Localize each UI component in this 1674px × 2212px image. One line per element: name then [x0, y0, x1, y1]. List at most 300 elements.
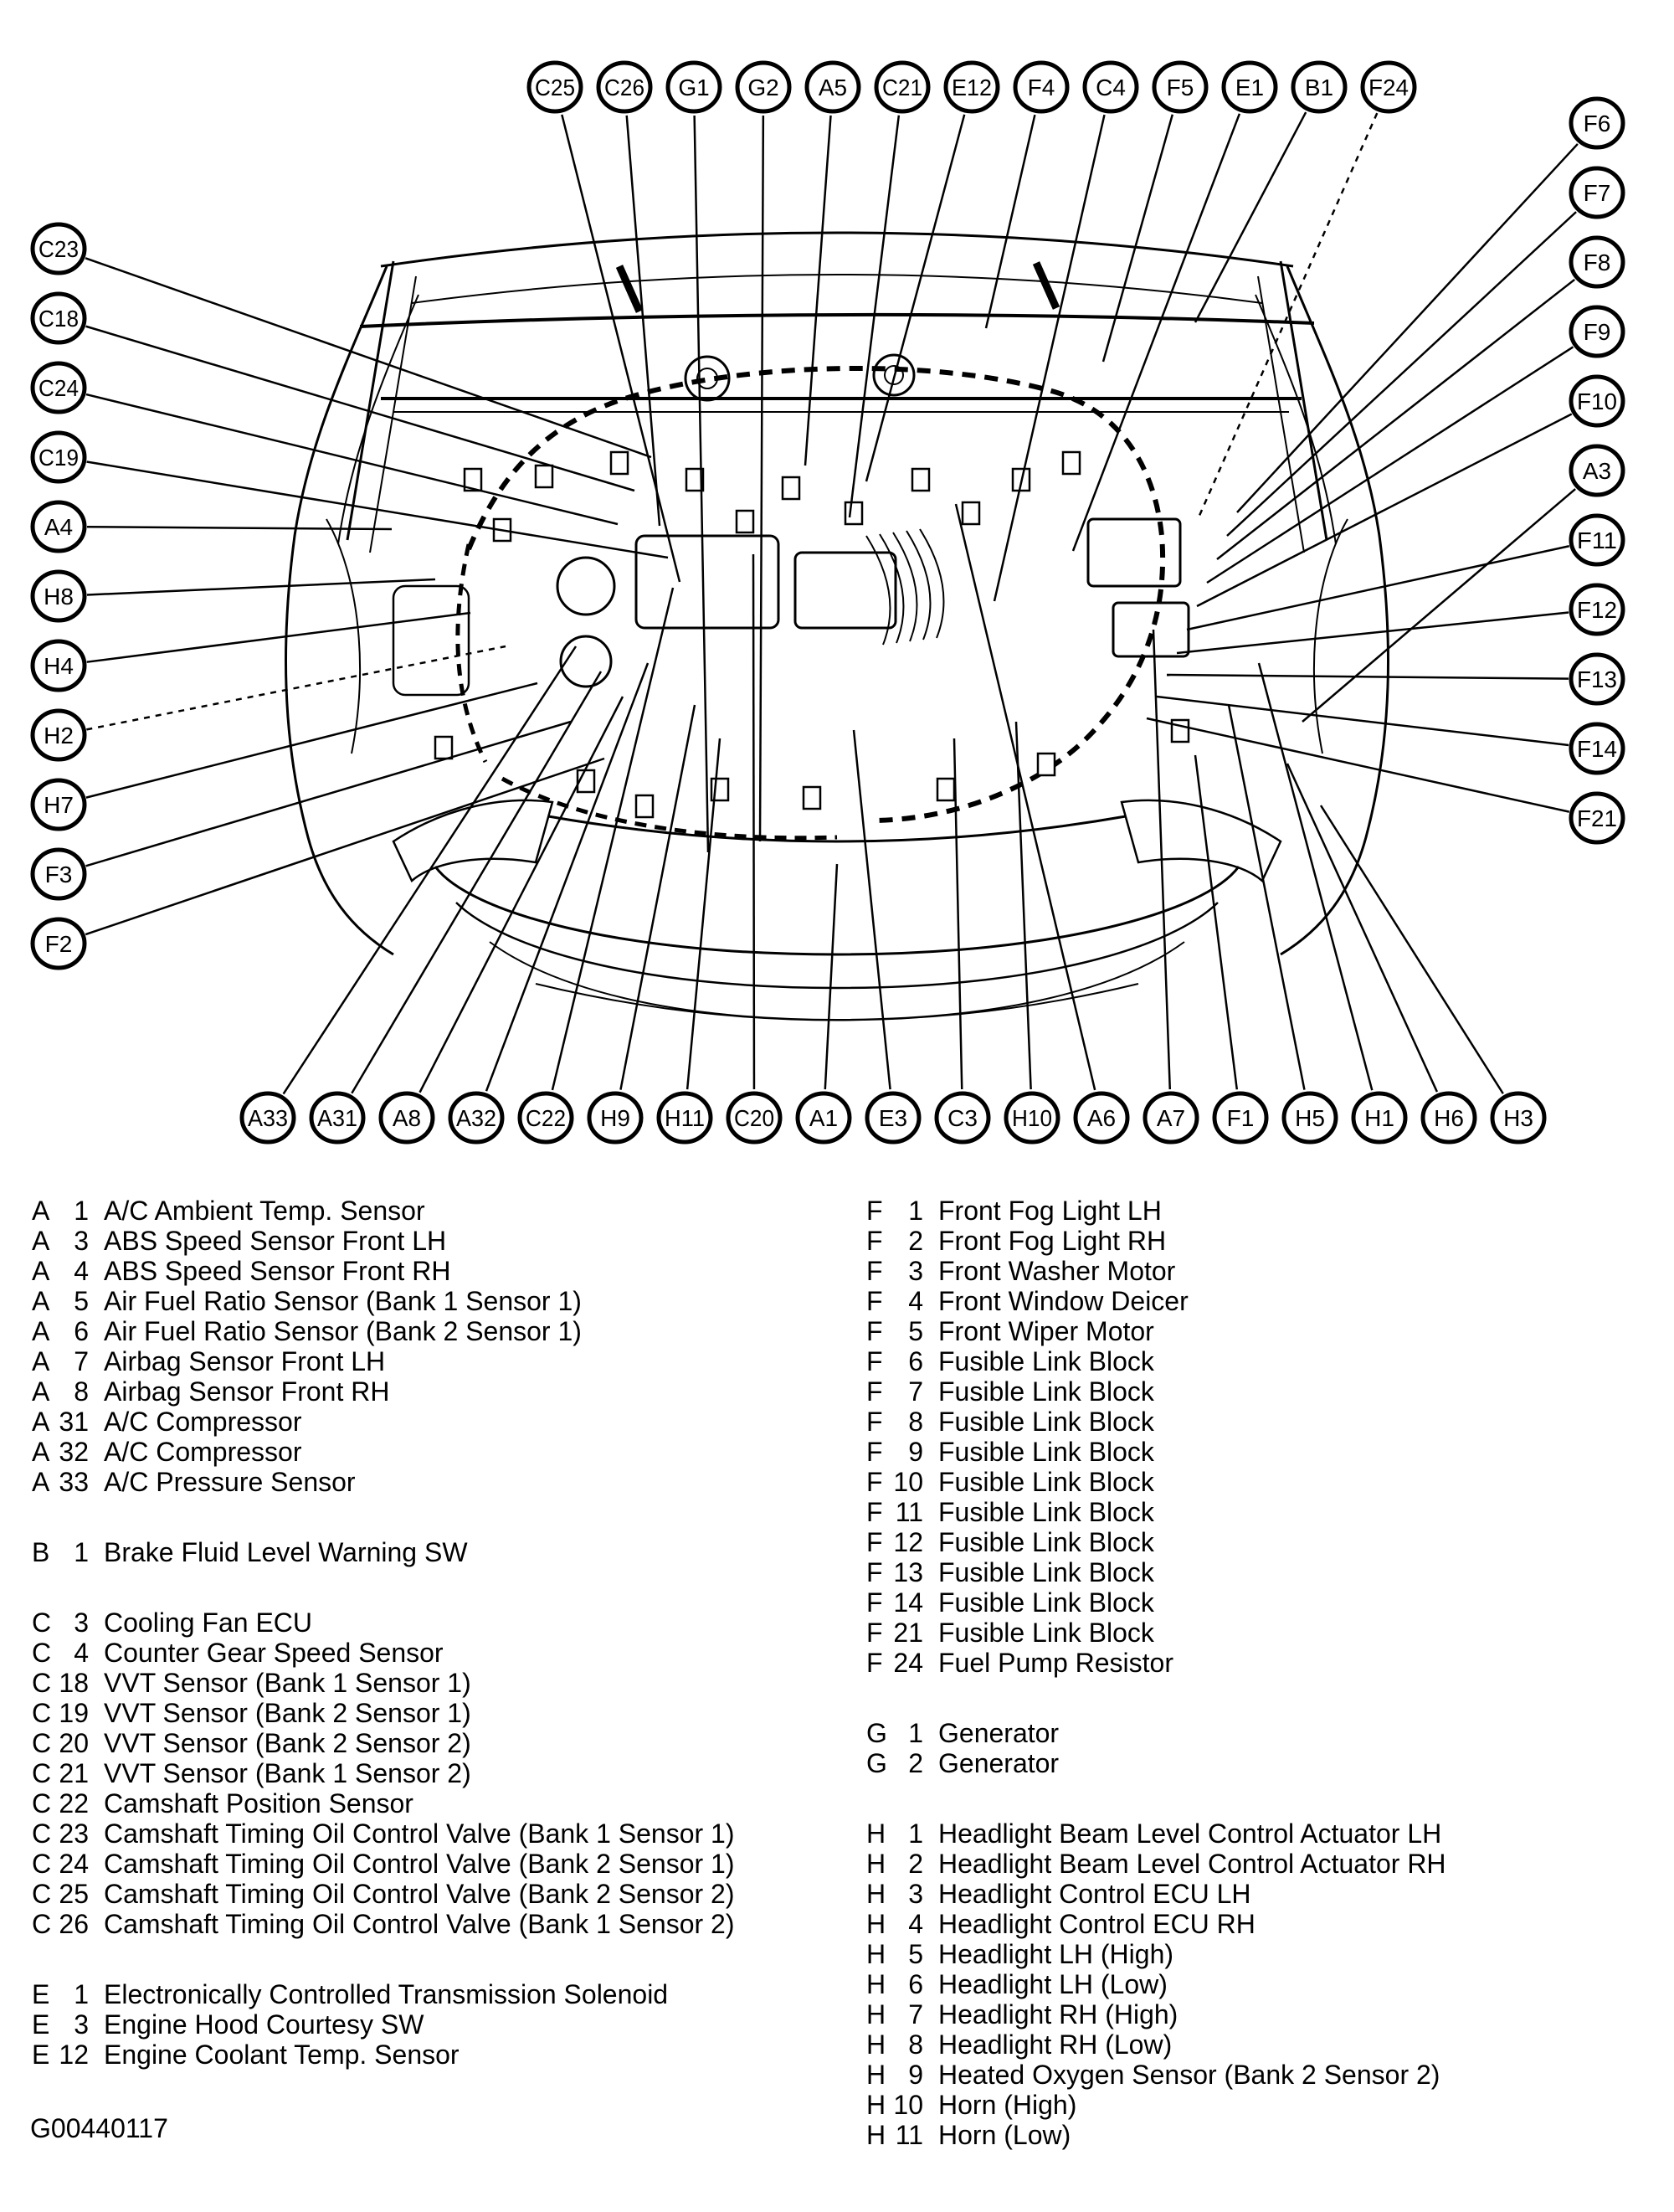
leader-line-C23: [85, 258, 651, 457]
component-code: [32, 1537, 89, 1567]
component-code: [866, 1909, 923, 1939]
callout-G1: [668, 63, 720, 111]
callout-F12: [1571, 585, 1623, 634]
component-name: Fusible Link Block: [938, 1587, 1154, 1618]
figure-code: G00440117: [30, 2113, 168, 2143]
legend-entry-H3: [866, 1879, 1645, 1909]
legend-entry-F24: [866, 1648, 1645, 1678]
callout-label-H1: H1: [1364, 1105, 1394, 1131]
component-code-letter: A: [32, 1256, 50, 1286]
legend-entry-F14: [866, 1587, 1645, 1618]
legend-entry-H1: [866, 1818, 1645, 1849]
component-code-number: 4: [74, 1638, 89, 1668]
leader-line-A5: [805, 116, 831, 466]
component-code-letter: H: [866, 2029, 886, 2060]
component-name: Fusible Link Block: [938, 1467, 1154, 1497]
component-code-number: 3: [908, 1256, 923, 1286]
component-code: [866, 1879, 923, 1909]
legend-column-right: [866, 1196, 1645, 2190]
callout-A4: [33, 502, 85, 551]
legend-entry-B1: [32, 1537, 835, 1567]
component-code: [32, 1728, 89, 1758]
component-code: [32, 1467, 89, 1497]
component-code-number: 24: [59, 1849, 89, 1879]
component-code-number: 20: [59, 1728, 89, 1758]
leader-line-F9: [1207, 347, 1573, 583]
leader-line-F5: [1103, 115, 1173, 362]
component-code-letter: F: [866, 1587, 883, 1618]
component-code-letter: H: [866, 2120, 886, 2150]
component-code-number: 6: [74, 1316, 89, 1346]
component-code: [32, 1376, 89, 1407]
component-code-number: 5: [908, 1316, 923, 1346]
component-code: [866, 1969, 923, 1999]
component-code-number: 6: [908, 1346, 923, 1376]
component-code-letter: H: [866, 1909, 886, 1939]
component-code-letter: F: [866, 1467, 883, 1497]
component-code-number: 25: [59, 1879, 89, 1909]
legend-entry-A6: [32, 1316, 835, 1346]
component-name: Fusible Link Block: [938, 1346, 1154, 1376]
legend-group-B: [32, 1537, 835, 1567]
callout-label-G2: G2: [747, 75, 779, 100]
component-code: [866, 1467, 923, 1497]
component-code: [866, 1587, 923, 1618]
legend-entry-C24: [32, 1849, 835, 1879]
callout-H8: [33, 572, 85, 620]
callout-F11: [1571, 516, 1623, 564]
component-code-number: 9: [908, 1437, 923, 1467]
callout-C4: [1085, 63, 1137, 111]
legend-entry-F7: [866, 1376, 1645, 1407]
component-name: Brake Fluid Level Warning SW: [104, 1537, 468, 1567]
callout-A1: [798, 1093, 850, 1142]
callout-label-A5: A5: [818, 75, 848, 100]
component-code-number: 1: [908, 1818, 923, 1849]
leader-line-H1: [1259, 663, 1372, 1090]
component-name: Heated Oxygen Sensor (Bank 2 Sensor 2): [938, 2060, 1440, 2090]
component-code: [866, 2029, 923, 2060]
component-code-letter: C: [32, 1608, 52, 1638]
callout-label-E12: E12: [952, 75, 992, 100]
component-code: [866, 1437, 923, 1467]
component-name: Headlight Control ECU LH: [938, 1879, 1251, 1909]
component-code-letter: H: [866, 1969, 886, 1999]
component-code-number: 12: [893, 1527, 923, 1557]
component-code-number: 24: [893, 1648, 923, 1678]
legend-group-E: [32, 1979, 835, 2070]
callout-label-C19: C19: [39, 445, 79, 471]
component-code: [866, 1748, 923, 1778]
component-code: [32, 1407, 89, 1437]
legend-entry-C21: [32, 1758, 835, 1788]
component-code-number: 13: [893, 1557, 923, 1587]
legend-entry-F13: [866, 1557, 1645, 1587]
legend-entry-F12: [866, 1527, 1645, 1557]
component-code-number: 21: [59, 1758, 89, 1788]
component-name: VVT Sensor (Bank 1 Sensor 1): [104, 1668, 471, 1698]
component-code-number: 18: [59, 1668, 89, 1698]
component-code-letter: H: [866, 1879, 886, 1909]
component-name: Headlight RH (High): [938, 1999, 1178, 2029]
component-code: [32, 1879, 89, 1909]
component-code: [866, 1376, 923, 1407]
component-code-number: 3: [74, 1226, 89, 1256]
legend-entry-H5: [866, 1939, 1645, 1969]
callout-label-H7: H7: [44, 792, 74, 818]
callout-label-H5: H5: [1295, 1105, 1325, 1131]
legend-entry-C22: [32, 1788, 835, 1818]
legend-entry-H6: [866, 1969, 1645, 1999]
legend-entry-C18: [32, 1668, 835, 1698]
callout-label-C3: C3: [947, 1105, 978, 1131]
callout-label-C24: C24: [39, 375, 79, 401]
legend-entry-A32: [32, 1437, 835, 1467]
component-code-number: 1: [74, 1537, 89, 1567]
legend-entry-A31: [32, 1407, 835, 1437]
callout-label-A8: A8: [392, 1105, 422, 1131]
callout-bubbles: [33, 63, 1623, 1142]
legend-entry-F4: [866, 1286, 1645, 1316]
callout-H5: [1284, 1093, 1336, 1142]
legend-entry-F21: [866, 1618, 1645, 1648]
legend-entry-G1: [866, 1718, 1645, 1748]
leader-line-B1: [1195, 112, 1306, 322]
callout-F9: [1571, 307, 1623, 356]
legend-entry-A4: [32, 1256, 835, 1286]
component-code-number: 4: [74, 1256, 89, 1286]
callout-H7: [33, 780, 85, 829]
callout-F13: [1571, 655, 1623, 703]
leader-line-C3: [954, 738, 962, 1089]
callout-label-F1: F1: [1226, 1105, 1255, 1131]
component-code-letter: H: [866, 2090, 886, 2120]
callout-label-F12: F12: [1577, 597, 1617, 623]
component-name: Generator: [938, 1748, 1060, 1778]
component-code: [32, 2009, 89, 2040]
component-name: Air Fuel Ratio Sensor (Bank 2 Sensor 1): [104, 1316, 582, 1346]
callout-label-C4: C4: [1096, 75, 1126, 100]
component-code-letter: F: [866, 1226, 883, 1256]
component-code: [866, 1557, 923, 1587]
legend-entry-A7: [32, 1346, 835, 1376]
component-code-number: 31: [59, 1407, 89, 1437]
callout-F21: [1571, 794, 1623, 842]
component-code-number: 12: [59, 2040, 89, 2070]
callout-H4: [33, 641, 85, 690]
legend-entry-A3: [32, 1226, 835, 1256]
callout-C25: [529, 63, 581, 111]
component-code: [32, 1196, 89, 1226]
component-code: [32, 1638, 89, 1668]
callout-H6: [1423, 1093, 1475, 1142]
legend-entry-A5: [32, 1286, 835, 1316]
legend-entry-A33: [32, 1467, 835, 1497]
component-code-letter: C: [32, 1879, 52, 1909]
callout-label-H2: H2: [44, 723, 74, 748]
leader-line-C20: [753, 554, 754, 1089]
component-code-letter: G: [866, 1718, 887, 1748]
leader-line-F6: [1237, 144, 1578, 512]
component-code-letter: F: [866, 1376, 883, 1407]
callout-label-A32: A32: [456, 1105, 496, 1131]
callout-label-F2: F2: [44, 931, 73, 957]
component-code: [866, 1999, 923, 2029]
callout-label-H9: H9: [600, 1105, 630, 1131]
component-name: VVT Sensor (Bank 2 Sensor 1): [104, 1698, 471, 1728]
leader-line-F4: [986, 115, 1035, 328]
leader-line-H7: [86, 683, 537, 798]
legend-entry-H4: [866, 1909, 1645, 1939]
legend-entry-E12: [32, 2040, 835, 2070]
legend-entry-C23: [32, 1818, 835, 1849]
legend-entry-G2: [866, 1748, 1645, 1778]
callout-label-C25: C25: [535, 75, 575, 100]
component-code-letter: C: [32, 1698, 52, 1728]
component-code-letter: F: [866, 1618, 883, 1648]
component-name: Camshaft Timing Oil Control Valve (Bank 2 Sensor 2): [104, 1879, 735, 1909]
legend-entry-F1: [866, 1196, 1645, 1226]
component-name: Headlight LH (Low): [938, 1969, 1168, 1999]
component-code-number: 6: [908, 1969, 923, 1999]
callout-C20: [728, 1093, 780, 1142]
component-code-letter: F: [866, 1527, 883, 1557]
legend-entry-A1: [32, 1196, 835, 1226]
component-name: ABS Speed Sensor Front LH: [104, 1226, 447, 1256]
component-name: Horn (High): [938, 2090, 1077, 2120]
component-code-letter: F: [866, 1256, 883, 1286]
component-name: Camshaft Timing Oil Control Valve (Bank 2 Sensor 1): [104, 1849, 735, 1879]
callout-label-A7: A7: [1156, 1105, 1186, 1131]
component-code-number: 3: [908, 1879, 923, 1909]
component-name: VVT Sensor (Bank 2 Sensor 2): [104, 1728, 471, 1758]
component-code: [866, 1648, 923, 1678]
leader-line-F21: [1147, 718, 1569, 812]
component-name: ABS Speed Sensor Front RH: [104, 1256, 451, 1286]
component-code-letter: H: [866, 2060, 886, 2090]
component-code: [866, 1527, 923, 1557]
component-code: [32, 1668, 89, 1698]
callout-A32: [450, 1093, 502, 1142]
component-code-number: 10: [893, 1467, 923, 1497]
callout-label-H3: H3: [1503, 1105, 1533, 1131]
callout-H1: [1353, 1093, 1405, 1142]
component-code: [866, 1497, 923, 1527]
legend-entry-C26: [32, 1909, 835, 1939]
callout-C26: [598, 63, 650, 111]
legend-group-G: [866, 1718, 1645, 1778]
legend-column-left: [32, 1196, 835, 2110]
callout-C19: [33, 433, 85, 481]
legend-entry-F10: [866, 1467, 1645, 1497]
callout-F24: [1363, 63, 1415, 111]
component-code: [32, 1979, 89, 2009]
component-code-number: 3: [74, 2009, 89, 2040]
callout-label-F14: F14: [1577, 736, 1617, 762]
legend-entry-E1: [32, 1979, 835, 2009]
leader-line-H11: [687, 738, 720, 1089]
vehicle-outline-art: [285, 233, 1388, 1021]
legend-group-A: [32, 1196, 835, 1497]
leader-line-H2: [86, 646, 506, 729]
component-code-number: 9: [908, 2060, 923, 2090]
callout-label-F6: F6: [1583, 111, 1611, 136]
component-code: [866, 1849, 923, 1879]
component-code-letter: C: [32, 1638, 52, 1668]
component-code-number: 32: [59, 1437, 89, 1467]
component-code-number: 4: [908, 1286, 923, 1316]
component-name: Engine Hood Courtesy SW: [104, 2009, 424, 2040]
component-code-number: 1: [74, 1979, 89, 2009]
callout-label-F8: F8: [1583, 249, 1611, 275]
component-code-number: 2: [908, 1748, 923, 1778]
legend-entry-H8: [866, 2029, 1645, 2060]
component-code-letter: F: [866, 1346, 883, 1376]
component-code-letter: E: [32, 2040, 50, 2070]
legend-entry-E3: [32, 2009, 835, 2040]
callout-label-H10: H10: [1012, 1105, 1052, 1131]
callout-F8: [1571, 238, 1623, 286]
component-name: Engine Coolant Temp. Sensor: [104, 2040, 460, 2070]
component-code-number: 8: [74, 1376, 89, 1407]
component-code: [866, 1316, 923, 1346]
callout-label-F24: F24: [1368, 75, 1409, 100]
callout-C18: [33, 294, 85, 342]
component-name: Front Window Deicer: [938, 1286, 1189, 1316]
component-code-number: 1: [908, 1718, 923, 1748]
component-name: Electronically Controlled Transmission Solenoid: [104, 1979, 669, 2009]
legend-entry-F3: [866, 1256, 1645, 1286]
component-code-number: 3: [74, 1608, 89, 1638]
callout-label-H4: H4: [44, 653, 74, 679]
leader-line-C19: [87, 462, 668, 558]
callout-label-A3: A3: [1582, 458, 1612, 484]
component-name: Cooling Fan ECU: [104, 1608, 312, 1638]
component-code-letter: F: [866, 1316, 883, 1346]
component-name: Generator: [938, 1718, 1060, 1748]
leader-line-H4: [87, 613, 470, 662]
component-name: Front Fog Light LH: [938, 1196, 1162, 1226]
callout-label-C18: C18: [39, 306, 79, 332]
legend-group-F: [866, 1196, 1645, 1678]
component-code-number: 1: [908, 1196, 923, 1226]
component-code-letter: F: [866, 1557, 883, 1587]
leader-line-F2: [85, 759, 604, 934]
component-code-letter: H: [866, 1999, 886, 2029]
callout-E1: [1224, 63, 1276, 111]
leader-line-E12: [866, 115, 964, 481]
callout-A7: [1145, 1093, 1197, 1142]
component-code-number: 8: [908, 2029, 923, 2060]
callout-F14: [1571, 724, 1623, 773]
component-name: Fusible Link Block: [938, 1376, 1154, 1407]
component-code-number: 21: [893, 1618, 923, 1648]
callout-label-E3: E3: [878, 1105, 908, 1131]
callout-A5: [807, 63, 859, 111]
component-code-letter: A: [32, 1346, 50, 1376]
component-name: Headlight LH (High): [938, 1939, 1174, 1969]
component-code-letter: H: [866, 1818, 886, 1849]
callout-label-F10: F10: [1577, 388, 1617, 414]
component-code-number: 1: [74, 1196, 89, 1226]
component-code-letter: C: [32, 1909, 52, 1939]
callout-E3: [867, 1093, 919, 1142]
component-code: [866, 1346, 923, 1376]
callout-C3: [937, 1093, 988, 1142]
legend-group-C: [32, 1608, 835, 1939]
component-name: Fuel Pump Resistor: [938, 1648, 1173, 1678]
component-code-letter: C: [32, 1758, 52, 1788]
component-name: Airbag Sensor Front RH: [104, 1376, 390, 1407]
callout-A33: [242, 1093, 294, 1142]
legend-entry-H11: [866, 2120, 1645, 2150]
component-name: Headlight Beam Level Control Actuator RH: [938, 1849, 1446, 1879]
component-code: [32, 1758, 89, 1788]
component-name: Front Wiper Motor: [938, 1316, 1154, 1346]
leader-line-F7: [1227, 212, 1576, 536]
component-code-number: 2: [908, 1226, 923, 1256]
callout-E12: [946, 63, 998, 111]
component-code-number: 7: [908, 1376, 923, 1407]
component-code-letter: A: [32, 1286, 50, 1316]
component-code-number: 2: [908, 1849, 923, 1879]
leader-line-A6: [956, 504, 1095, 1090]
component-name: Front Fog Light RH: [938, 1226, 1167, 1256]
legend-entry-C19: [32, 1698, 835, 1728]
component-code-number: 5: [908, 1939, 923, 1969]
component-code-number: 33: [59, 1467, 89, 1497]
component-code-number: 7: [74, 1346, 89, 1376]
component-code: [866, 1286, 923, 1316]
leader-line-E3: [854, 730, 891, 1089]
component-code: [32, 1226, 89, 1256]
leader-line-H6: [1287, 764, 1437, 1092]
leader-line-F1: [1195, 755, 1237, 1089]
legend-entry-F2: [866, 1226, 1645, 1256]
callout-H9: [589, 1093, 641, 1142]
leader-line-F13: [1167, 675, 1569, 679]
callout-F10: [1571, 377, 1623, 425]
callout-label-F9: F9: [1583, 319, 1611, 345]
component-code-letter: C: [32, 1668, 52, 1698]
legend-entry-A8: [32, 1376, 835, 1407]
component-code-number: 23: [59, 1818, 89, 1849]
legend-entry-F11: [866, 1497, 1645, 1527]
callout-label-A4: A4: [44, 514, 74, 540]
component-name: Headlight Beam Level Control Actuator LH: [938, 1818, 1442, 1849]
callout-label-H11: H11: [665, 1105, 705, 1131]
component-code-letter: A: [32, 1467, 50, 1497]
component-name: Fusible Link Block: [938, 1437, 1154, 1467]
callout-F7: [1571, 168, 1623, 217]
legend-entry-F8: [866, 1407, 1645, 1437]
legend-entry-C4: [32, 1638, 835, 1668]
component-code-letter: F: [866, 1407, 883, 1437]
component-code-letter: C: [32, 1818, 52, 1849]
callout-C23: [33, 224, 85, 273]
callout-leader-lines: [85, 112, 1578, 1093]
callout-label-F11: F11: [1577, 527, 1617, 553]
callout-H11: [659, 1093, 711, 1142]
callout-B1: [1293, 63, 1345, 111]
component-code: [866, 1618, 923, 1648]
component-name: Horn (Low): [938, 2120, 1071, 2150]
legend-entry-F6: [866, 1346, 1645, 1376]
callout-label-C23: C23: [39, 236, 79, 262]
legend-entry-F5: [866, 1316, 1645, 1346]
component-code: [866, 2120, 923, 2150]
component-name: Headlight Control ECU RH: [938, 1909, 1256, 1939]
